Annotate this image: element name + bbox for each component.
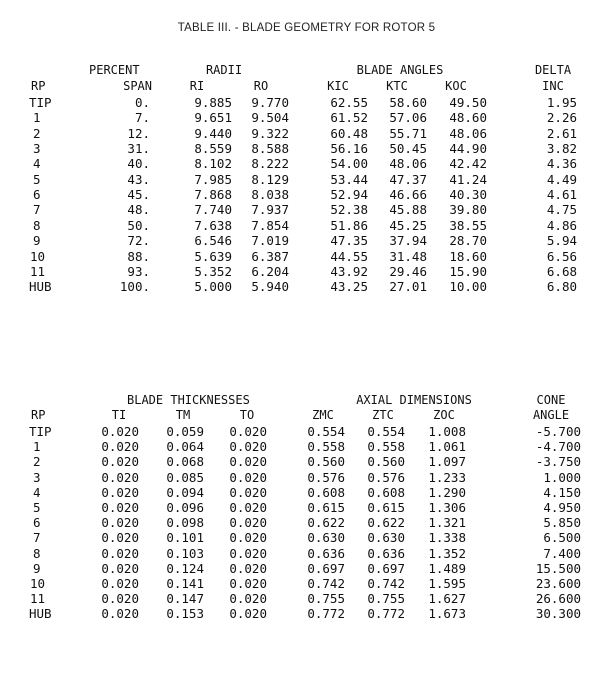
table2-row bbox=[0, 439, 613, 454]
table2-column-header: TM bbox=[175, 408, 191, 422]
table1-cell: 29.46 bbox=[389, 263, 427, 279]
table1-cell: 7.937 bbox=[251, 202, 289, 218]
table1-cell: 45.25 bbox=[389, 217, 427, 233]
table2-column-header: TO bbox=[239, 408, 255, 422]
table2-cell: 0.636 bbox=[307, 545, 345, 561]
table2-cell: 1.673 bbox=[428, 606, 466, 622]
table2-cell: 0.742 bbox=[367, 576, 405, 591]
table1-cell: 50.45 bbox=[389, 141, 427, 157]
table2-cell: 0.020 bbox=[229, 591, 267, 607]
table1-cell: 6.204 bbox=[251, 263, 289, 279]
table2-cell: 1.595 bbox=[428, 576, 466, 591]
table1-cell: 8.222 bbox=[251, 156, 289, 172]
table2-cell: 1.627 bbox=[428, 591, 466, 607]
table1-row bbox=[0, 172, 613, 187]
table1-cell: 38.55 bbox=[449, 217, 487, 233]
table1-row bbox=[0, 110, 613, 125]
table1-cell: 8.559 bbox=[194, 141, 232, 157]
table1-cell: 10.00 bbox=[449, 279, 487, 295]
table1-cell: 31. bbox=[127, 141, 150, 157]
table2-cell: 0.020 bbox=[229, 454, 267, 470]
table2-cell: 0.020 bbox=[101, 591, 139, 607]
table1-cell: 55.71 bbox=[389, 125, 427, 141]
table1-column-header: RO bbox=[253, 79, 269, 93]
table1-cell: 3.82 bbox=[546, 141, 577, 157]
table1-cell: 100. bbox=[119, 279, 150, 295]
table1-cell: 72. bbox=[127, 233, 150, 249]
table2-cell: 0.020 bbox=[229, 560, 267, 576]
table2-cell: 7.400 bbox=[543, 545, 581, 561]
table2-cell: 1 bbox=[33, 439, 41, 455]
table2-cell: 30.300 bbox=[535, 606, 581, 622]
table1-cell: 7.854 bbox=[251, 217, 289, 233]
table1-column-header: KOC bbox=[445, 79, 467, 93]
table2-cell: 1.008 bbox=[428, 424, 466, 439]
table2-cell: 0.560 bbox=[367, 454, 405, 470]
table1-group-header: PERCENT bbox=[89, 63, 140, 77]
table1-cell: 58.60 bbox=[389, 95, 427, 110]
table1-cell: 51.86 bbox=[330, 217, 368, 233]
table2-cell: 0.020 bbox=[101, 515, 139, 531]
table1-cell: 52.38 bbox=[330, 202, 368, 218]
table1-column-header: INC bbox=[542, 79, 564, 93]
table1-group-header: RADII bbox=[205, 63, 243, 77]
table2-cell: 0.020 bbox=[101, 484, 139, 500]
table2-cell: 0.020 bbox=[101, 439, 139, 455]
table2-cell: 4 bbox=[33, 484, 41, 500]
table1-cell: 40. bbox=[127, 156, 150, 172]
table1-cell: 6.546 bbox=[194, 233, 232, 249]
table1-cell: 47.37 bbox=[389, 171, 427, 187]
table2-cell: 0.608 bbox=[307, 484, 345, 500]
table2-cell: 6 bbox=[33, 515, 41, 531]
table1-cell: 15.90 bbox=[449, 263, 487, 279]
table1-row bbox=[0, 202, 613, 217]
table1-cell: 49.50 bbox=[449, 95, 487, 110]
table1-cell: 11 bbox=[30, 263, 46, 279]
table2-cell: 0.101 bbox=[166, 530, 204, 546]
table1-cell: 45. bbox=[127, 187, 150, 203]
table1-cell: 57.06 bbox=[389, 110, 427, 126]
table2-cell: 9 bbox=[33, 560, 41, 576]
table1-cell: 4.75 bbox=[546, 202, 577, 218]
table2-cell: -4.700 bbox=[535, 439, 581, 455]
table1-cell: 8.129 bbox=[251, 171, 289, 187]
table1-group-header: DELTA bbox=[534, 63, 572, 77]
table2-cell: 0.020 bbox=[229, 469, 267, 485]
table2-cell: 0.755 bbox=[307, 591, 345, 607]
table1-cell: 4.49 bbox=[546, 171, 577, 187]
table2-cell: 0.020 bbox=[229, 606, 267, 622]
table2-cell: 6.500 bbox=[543, 530, 581, 546]
table1-row bbox=[0, 233, 613, 248]
table1-cell: 5.352 bbox=[194, 263, 232, 279]
table2-cell: 0.608 bbox=[367, 484, 405, 500]
table2-cell: 1.000 bbox=[543, 469, 581, 485]
table1-cell: 6 bbox=[33, 187, 41, 203]
table1-cell: 7.638 bbox=[194, 217, 232, 233]
table2-cell: -5.700 bbox=[535, 424, 581, 439]
table2-cell: 0.772 bbox=[367, 606, 405, 622]
table2-column-header: ZOC bbox=[433, 408, 455, 422]
table1-cell: 48.06 bbox=[389, 156, 427, 172]
table2-column-header: ANGLE bbox=[532, 408, 570, 422]
table2-cell: 0.020 bbox=[229, 515, 267, 531]
table2-cell: 0.020 bbox=[101, 606, 139, 622]
table2-cell: 0.622 bbox=[367, 515, 405, 531]
table2-cell: 1.097 bbox=[428, 454, 466, 470]
table1-row bbox=[0, 249, 613, 264]
table2-cell: 4.150 bbox=[543, 484, 581, 500]
table1-cell: 4 bbox=[33, 156, 41, 172]
table1-group-header: BLADE ANGLES bbox=[356, 63, 444, 77]
table2-row bbox=[0, 470, 613, 485]
table2-cell: 0.576 bbox=[367, 469, 405, 485]
table2-group-header: BLADE THICKNESSES bbox=[127, 393, 250, 407]
table1-column-header: SPAN bbox=[123, 79, 152, 93]
table1-row bbox=[0, 218, 613, 233]
table1-cell: 12. bbox=[127, 125, 150, 141]
table2-cell: 0.554 bbox=[307, 424, 345, 439]
table2-cell: 0.020 bbox=[101, 454, 139, 470]
table1-row bbox=[0, 279, 613, 294]
table2-cell: 0.615 bbox=[367, 500, 405, 515]
table2-cell: 0.020 bbox=[101, 469, 139, 485]
table2-cell: 1.352 bbox=[428, 545, 466, 561]
table2-cell: 7 bbox=[33, 530, 41, 546]
table1-cell: 42.42 bbox=[449, 156, 487, 172]
table2-cell: 0.103 bbox=[166, 545, 204, 561]
table1-cell: 48.06 bbox=[449, 125, 487, 141]
table1-row bbox=[0, 95, 613, 110]
table1-cell: HUB bbox=[29, 279, 52, 295]
table1-cell: 18.60 bbox=[449, 248, 487, 264]
table2-cell: 15.500 bbox=[535, 560, 581, 576]
table2-cell: 0.558 bbox=[307, 439, 345, 455]
table1-cell: 37.94 bbox=[389, 233, 427, 249]
table2-cell: 1.321 bbox=[428, 515, 466, 531]
table1-cell: 50. bbox=[127, 217, 150, 233]
table1-cell: 45.88 bbox=[389, 202, 427, 218]
table1-cell: 47.35 bbox=[330, 233, 368, 249]
table1-cell: 3 bbox=[33, 141, 41, 157]
table1-cell: 5.000 bbox=[194, 279, 232, 295]
table2-cell: 0.630 bbox=[307, 530, 345, 546]
table1-row bbox=[0, 141, 613, 156]
table2-cell: 0.020 bbox=[229, 576, 267, 591]
table1-cell: 7.740 bbox=[194, 202, 232, 218]
table2-column-header: RP bbox=[31, 408, 46, 422]
table1-cell: 6.80 bbox=[546, 279, 577, 295]
table1-cell: 27.01 bbox=[389, 279, 427, 295]
table1-cell: 6.68 bbox=[546, 263, 577, 279]
table2-cell: 0.020 bbox=[229, 484, 267, 500]
table1-cell: 44.90 bbox=[449, 141, 487, 157]
table2-cell: 0.147 bbox=[166, 591, 204, 607]
table1-cell: 5.639 bbox=[194, 248, 232, 264]
table2-row bbox=[0, 424, 613, 439]
table2-cell: 10 bbox=[30, 576, 46, 591]
table2-cell: 0.094 bbox=[166, 484, 204, 500]
table1-cell: 6.387 bbox=[251, 248, 289, 264]
table1-cell: 44.55 bbox=[330, 248, 368, 264]
table1-cell: 88. bbox=[127, 248, 150, 264]
table2-cell: 0.020 bbox=[101, 500, 139, 515]
table1-cell: 60.48 bbox=[330, 125, 368, 141]
table1-cell: TIP bbox=[29, 95, 52, 110]
table1-row bbox=[0, 126, 613, 141]
table2-cell: 11 bbox=[30, 591, 46, 607]
table2-cell: 0.020 bbox=[101, 545, 139, 561]
table2-cell: 0.020 bbox=[101, 576, 139, 591]
table2-cell: 0.020 bbox=[101, 560, 139, 576]
table1-cell: 52.94 bbox=[330, 187, 368, 203]
table2-cell: 0.096 bbox=[166, 500, 204, 515]
table2-cell: 0.064 bbox=[166, 439, 204, 455]
table1-row bbox=[0, 156, 613, 171]
table1-cell: 7. bbox=[134, 110, 150, 126]
table2-group-header-row bbox=[0, 393, 613, 408]
table1-cell: 1.95 bbox=[546, 95, 577, 110]
table1-cell: 4.86 bbox=[546, 217, 577, 233]
table2-cell: 0.755 bbox=[367, 591, 405, 607]
table1-cell: 48. bbox=[127, 202, 150, 218]
table1-cell: 9.770 bbox=[251, 95, 289, 110]
table2-cell: 26.600 bbox=[535, 591, 581, 607]
table1-cell: 9 bbox=[33, 233, 41, 249]
table1-cell: 61.52 bbox=[330, 110, 368, 126]
table2-cell: 0.742 bbox=[307, 576, 345, 591]
table1-column-header: RI bbox=[189, 79, 205, 93]
table2-cell: 0.020 bbox=[101, 424, 139, 439]
table2-cell: 0.636 bbox=[367, 545, 405, 561]
table1-cell: 2 bbox=[33, 125, 41, 141]
table1-column-header: KTC bbox=[386, 79, 408, 93]
table1-cell: 8.588 bbox=[251, 141, 289, 157]
table1-cell: 46.66 bbox=[389, 187, 427, 203]
table2-cell: 0.772 bbox=[307, 606, 345, 622]
table2-cell: 0.020 bbox=[229, 439, 267, 455]
table2-cell: 0.020 bbox=[101, 530, 139, 546]
table2-cell: 1.338 bbox=[428, 530, 466, 546]
table2-row bbox=[0, 500, 613, 515]
table1-cell: 53.44 bbox=[330, 171, 368, 187]
table1-column-header: RP bbox=[31, 79, 46, 93]
table2-cell: 0.630 bbox=[367, 530, 405, 546]
table2-cell: 2 bbox=[33, 454, 41, 470]
table2-cell: 0.059 bbox=[166, 424, 204, 439]
table2-group-header: CONE bbox=[536, 393, 566, 407]
table1-cell: 9.440 bbox=[194, 125, 232, 141]
table2-cell: 5.850 bbox=[543, 515, 581, 531]
table1-cell: 9.885 bbox=[194, 95, 232, 110]
table2-row bbox=[0, 454, 613, 469]
table2-cell: 0.020 bbox=[229, 424, 267, 439]
table2-row bbox=[0, 530, 613, 545]
table1-cell: 54.00 bbox=[330, 156, 368, 172]
table1-cell: 8.038 bbox=[251, 187, 289, 203]
table2-cell: 1.306 bbox=[428, 500, 466, 515]
table2-cell: 0.141 bbox=[166, 576, 204, 591]
table1-cell: 40.30 bbox=[449, 187, 487, 203]
table2-group-header: AXIAL DIMENSIONS bbox=[356, 393, 472, 407]
table1-cell: 9.651 bbox=[194, 110, 232, 126]
table1-cell: 9.322 bbox=[251, 125, 289, 141]
table2-cell: 23.600 bbox=[535, 576, 581, 591]
table2-row bbox=[0, 546, 613, 561]
table2-cell: 0.558 bbox=[367, 439, 405, 455]
table2-cell: 0.068 bbox=[166, 454, 204, 470]
table1-cell: 41.24 bbox=[449, 171, 487, 187]
table2-cell: 5 bbox=[33, 500, 41, 515]
table2-cell: 0.020 bbox=[229, 500, 267, 515]
table2-cell: 1.489 bbox=[428, 560, 466, 576]
table1-cell: 31.48 bbox=[389, 248, 427, 264]
table2-cell: 3 bbox=[33, 469, 41, 485]
table2-cell: 0.554 bbox=[367, 424, 405, 439]
table2-cell: 0.124 bbox=[166, 560, 204, 576]
table1-cell: 43.25 bbox=[330, 279, 368, 295]
table1-cell: 7.985 bbox=[194, 171, 232, 187]
table1-cell: 7.868 bbox=[194, 187, 232, 203]
table1-cell: 5.94 bbox=[546, 233, 577, 249]
table2-cell: 0.085 bbox=[166, 469, 204, 485]
table1-cell: 43. bbox=[127, 171, 150, 187]
table2-cell: 1.290 bbox=[428, 484, 466, 500]
table2-cell: 0.576 bbox=[307, 469, 345, 485]
table2-cell: 0.622 bbox=[307, 515, 345, 531]
table1-cell: 4.36 bbox=[546, 156, 577, 172]
table2-cell: 0.153 bbox=[166, 606, 204, 622]
table1-cell: 93. bbox=[127, 263, 150, 279]
table2-row bbox=[0, 515, 613, 530]
table2-cell: TIP bbox=[29, 424, 52, 439]
table1-cell: 48.60 bbox=[449, 110, 487, 126]
table1-cell: 62.55 bbox=[330, 95, 368, 110]
table1-cell: 5 bbox=[33, 171, 41, 187]
table2-cell: 0.020 bbox=[229, 545, 267, 561]
table1-cell: 2.61 bbox=[546, 125, 577, 141]
table1-row bbox=[0, 264, 613, 279]
table1-cell: 0. bbox=[134, 95, 150, 110]
table2-cell: 0.615 bbox=[307, 500, 345, 515]
table1-column-header-row bbox=[0, 79, 613, 94]
table1-cell: 28.70 bbox=[449, 233, 487, 249]
table1-group-header-row bbox=[0, 63, 613, 78]
table1-cell: 1 bbox=[33, 110, 41, 126]
table2-row bbox=[0, 576, 613, 591]
table1-cell: 39.80 bbox=[449, 202, 487, 218]
table2-cell: HUB bbox=[29, 606, 52, 622]
table-title: TABLE III. - BLADE GEOMETRY FOR ROTOR 5 bbox=[177, 22, 436, 34]
table2-row bbox=[0, 485, 613, 500]
table1-cell: 2.26 bbox=[546, 110, 577, 126]
table2-cell: 0.098 bbox=[166, 515, 204, 531]
table1-column-header: KIC bbox=[327, 79, 349, 93]
table2-cell: 1.061 bbox=[428, 439, 466, 455]
table2-cell: 0.560 bbox=[307, 454, 345, 470]
table1-cell: 10 bbox=[30, 248, 46, 264]
table2-column-header: ZTC bbox=[372, 408, 394, 422]
table1-cell: 7 bbox=[33, 202, 41, 218]
table2-cell: 0.020 bbox=[229, 530, 267, 546]
table2-column-header-row bbox=[0, 408, 613, 423]
table2-cell: 4.950 bbox=[543, 500, 581, 515]
table1-cell: 8 bbox=[33, 217, 41, 233]
table2-cell: 0.697 bbox=[307, 560, 345, 576]
table2-row bbox=[0, 561, 613, 576]
table2-cell: -3.750 bbox=[535, 454, 581, 470]
table2-column-header: ZMC bbox=[312, 408, 334, 422]
table1-cell: 56.16 bbox=[330, 141, 368, 157]
table1-cell: 8.102 bbox=[194, 156, 232, 172]
table2-column-header: TI bbox=[111, 408, 127, 422]
table2-cell: 1.233 bbox=[428, 469, 466, 485]
table2-cell: 8 bbox=[33, 545, 41, 561]
table1-cell: 6.56 bbox=[546, 248, 577, 264]
table1-cell: 9.504 bbox=[251, 110, 289, 126]
table1-cell: 5.940 bbox=[251, 279, 289, 295]
table1-row bbox=[0, 187, 613, 202]
table2-row bbox=[0, 591, 613, 606]
table2-row bbox=[0, 606, 613, 621]
table1-cell: 43.92 bbox=[330, 263, 368, 279]
table1-cell: 4.61 bbox=[546, 187, 577, 203]
table2-cell: 0.697 bbox=[367, 560, 405, 576]
table1-cell: 7.019 bbox=[251, 233, 289, 249]
